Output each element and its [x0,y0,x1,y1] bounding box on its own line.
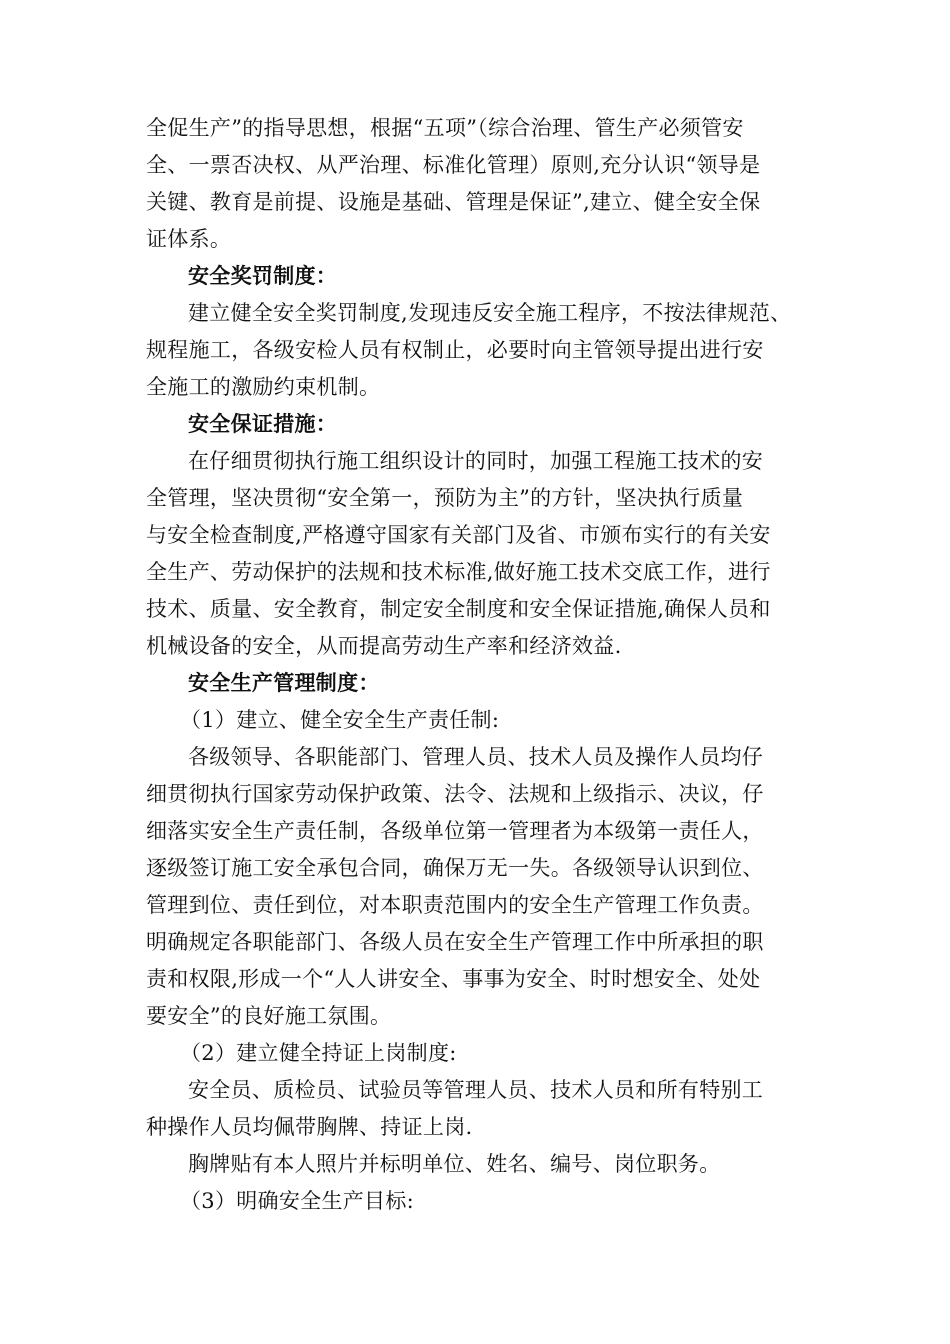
paragraph-line: 管理到位、责任到位，对本职责范围内的安全生产管理工作负责。 [146,893,764,917]
section-heading-safety-measures: 安全保证措施： [188,411,338,436]
paragraph-line: 与安全检查制度,严格遵守国家有关部门及省、市颁布实行的有关安 [146,523,771,547]
paragraph-line: 要安全”的良好施工氛围。 [146,1004,392,1028]
paragraph-line: 细落实安全生产责任制，各级单位第一管理者为本级第一责任人， [146,819,764,843]
paragraph-line: 各级领导、各职能部门、管理人员、技术人员及操作人员均仔 [188,745,764,769]
subsection-heading-3: （3）明确安全生产目标: [180,1189,415,1213]
paragraph-line: 全生产、劳动保护的法规和技术标准,做好施工技术交底工作，进行 [146,560,771,584]
paragraph-line: 全、一票否决权、从严治理、标准化管理）原则,充分认识“领导是 [146,153,761,177]
paragraph-line: 技术、质量、安全教育，制定安全制度和安全保证措施,确保人员和 [146,597,771,621]
paragraph-line: 安全员、质检员、试验员等管理人员、技术人员和所有特别工 [188,1078,764,1102]
paragraph-line: 逐级签订施工安全承包合同，确保万无一失。各级领导认识到位、 [146,856,764,880]
paragraph-line: 全管理，坚决贯彻“安全第一，预防为主”的方针，坚决执行质量 [146,486,744,510]
paragraph-line: 责和权限,形成一个“人人讲安全、事事为安全、时时想安全、处处 [146,967,761,991]
subsection-heading-2: （2）建立健全持证上岗制度: [180,1041,457,1065]
paragraph-line: 种操作人员均佩带胸牌、持证上岗. [146,1115,473,1139]
subsection-heading-1: （1）建立、健全安全生产责任制: [180,708,500,732]
paragraph-line: 在仔细贯彻执行施工组织设计的同时，加强工程施工技术的安 [188,449,764,473]
paragraph-line: 证体系。 [146,227,232,251]
paragraph-line: 机械设备的安全，从而提高劳动生产率和经济效益. [146,634,622,658]
paragraph-line: 规程施工，各级安检人员有权制止，必要时向主管领导提出进行安 [146,338,764,362]
paragraph-line: 明确规定各职能部门、各级人员在安全生产管理工作中所承担的职 [146,930,764,954]
paragraph-line: 关键、教育是前提、设施是基础、管理是保证”,建立、健全安全保 [146,190,761,214]
section-heading-production-management: 安全生产管理制度： [188,670,380,695]
paragraph-line: 全促生产”的指导思想，根据“五项”（综合治理、管生产必须管安 [146,116,744,140]
section-heading-rewards-penalties: 安全奖罚制度： [188,263,338,288]
paragraph-line: 细贯彻执行国家劳动保护政策、法令、法规和上级指示、决议，仔 [146,782,764,806]
paragraph-line: 胸牌贴有本人照片并标明单位、姓名、编号、岗位职务。 [188,1152,721,1176]
paragraph-line: 全施工的激励约束机制。 [146,375,381,399]
paragraph-line: 建立健全安全奖罚制度,发现违反安全施工程序，不按法律规范、 [188,301,792,325]
